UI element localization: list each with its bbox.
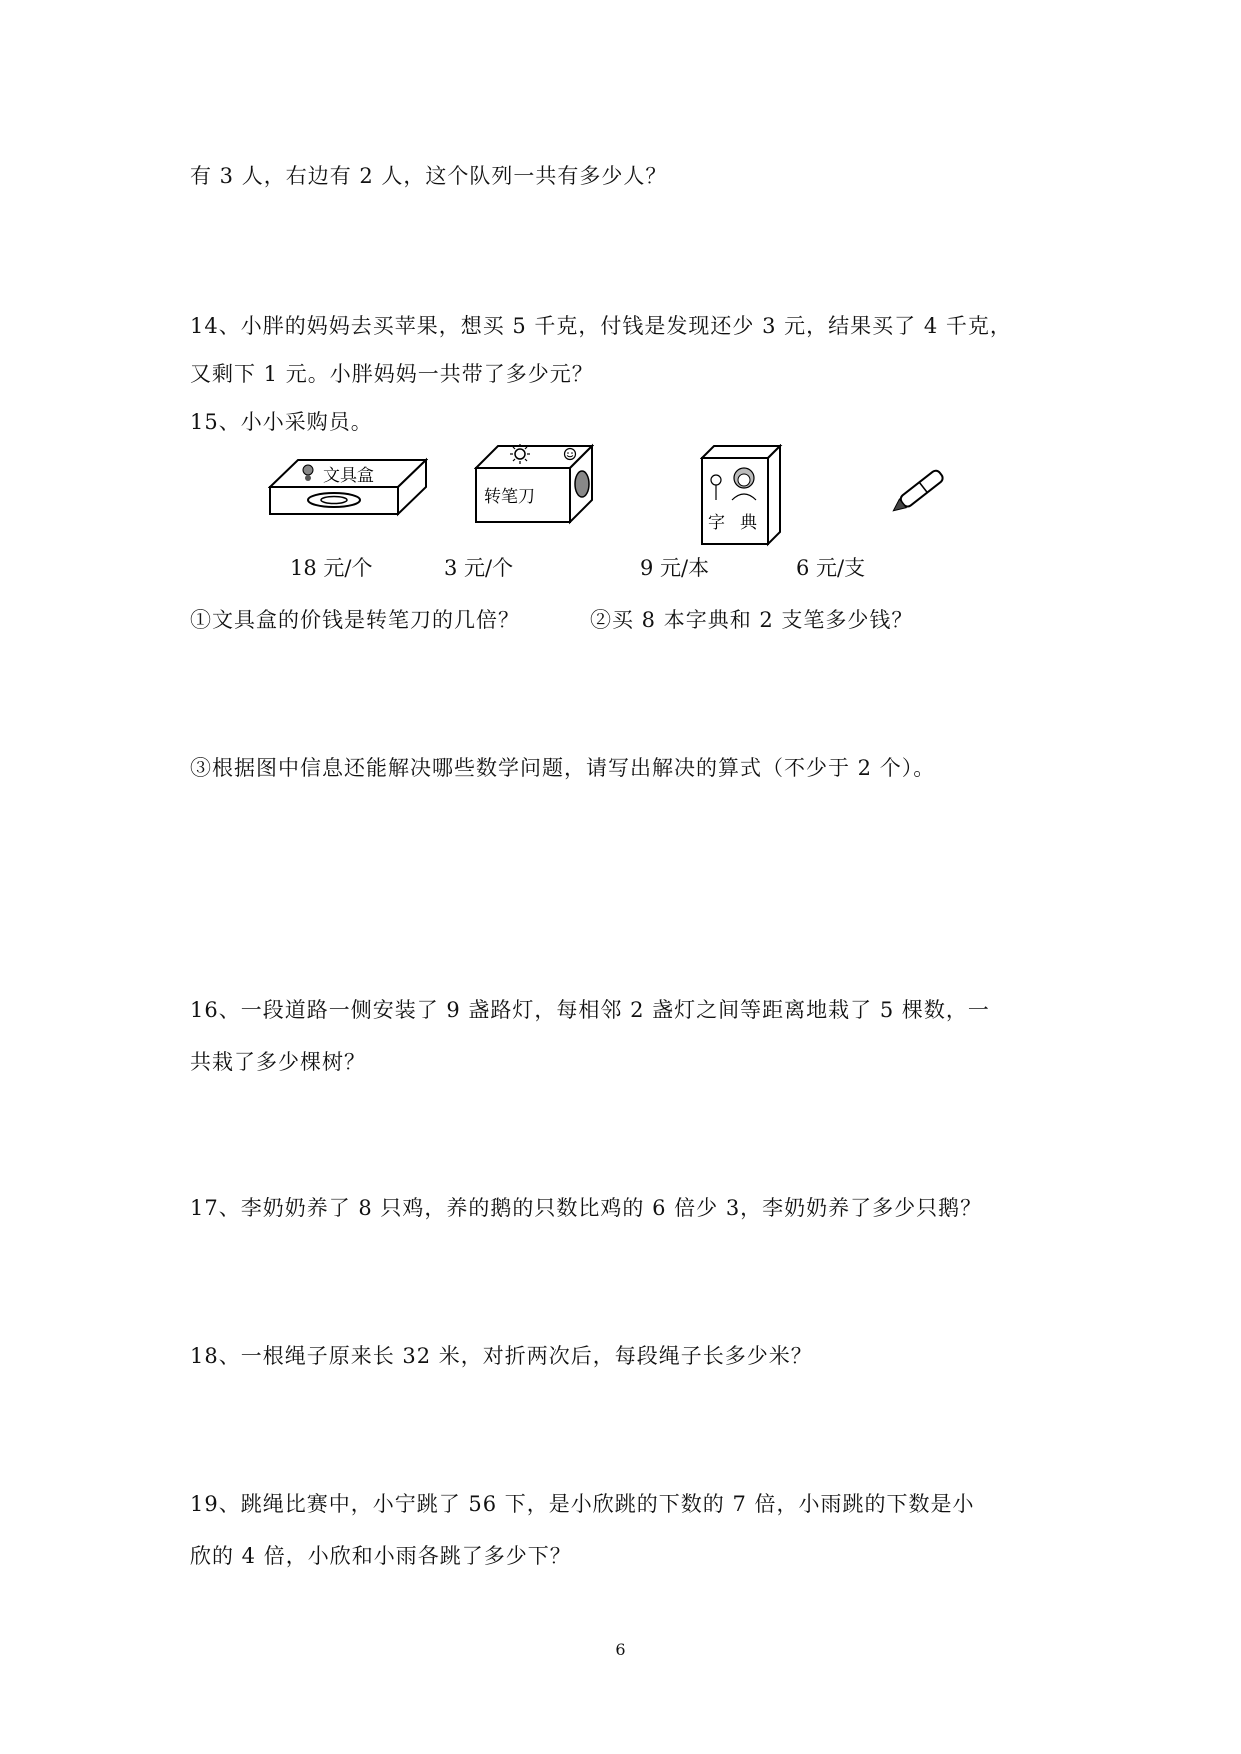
dictionary-price: 9 元/本 <box>640 556 710 580</box>
question-15-sub-1: ①文具盒的价钱是转笔刀的几倍？ <box>190 608 520 632</box>
question-18: 18、一根绳子原来长 32 米，对折两次后，每段绳子长多少米？ <box>190 1344 813 1368</box>
question-16-line-1: 16、一段道路一侧安装了 9 盏路灯，每相邻 2 盏灯之间等距离地栽了 5 棵数，一 <box>190 998 990 1022</box>
question-14-line-2: 又剩下 1 元。小胖妈妈一共带了多少元？ <box>190 362 594 386</box>
question-13-continuation: 有 3 人，右边有 2 人，这个队列一共有多少人？ <box>190 164 668 188</box>
question-15-sub-3: ③根据图中信息还能解决哪些数学问题，请写出解决的算式（不少于 2 个）。 <box>190 756 936 780</box>
fountain-pen-icon <box>884 458 960 520</box>
sharpener-price: 3 元/个 <box>444 556 514 580</box>
question-16-line-2: 共栽了多少棵树？ <box>190 1050 366 1074</box>
question-15-title: 15、小小采购员。 <box>190 410 373 434</box>
question-19-line-1: 19、跳绳比赛中，小宁跳了 56 下，是小欣跳的下数的 7 倍，小雨跳的下数是小 <box>190 1492 975 1516</box>
pencil-case-label: 文具盒 <box>323 466 374 486</box>
question-15-sub-2: ②买 8 本字典和 2 支笔多少钱？ <box>590 608 914 632</box>
page-number: 6 <box>615 1640 626 1659</box>
dictionary-icon <box>700 444 784 548</box>
question-14-line-1: 14、小胖的妈妈去买苹果，想买 5 千克，付钱是发现还少 3 元，结果买了 4 千克， <box>190 314 1012 338</box>
pencil-case-price: 18 元/个 <box>290 556 373 580</box>
dictionary-label-zi: 字 <box>708 513 725 533</box>
question-19-line-2: 欣的 4 倍，小欣和小雨各跳了多少下？ <box>190 1544 572 1568</box>
pen-price: 6 元/支 <box>796 556 866 580</box>
sharpener-label: 转笔刀 <box>484 487 535 507</box>
sharpener-icon <box>474 440 594 526</box>
dictionary-label-dian: 典 <box>740 513 757 533</box>
pencil-case-icon <box>268 452 428 522</box>
question-17: 17、李奶奶养了 8 只鸡，养的鹅的只数比鸡的 6 倍少 3，李奶奶养了多少只鹅？ <box>190 1196 983 1220</box>
